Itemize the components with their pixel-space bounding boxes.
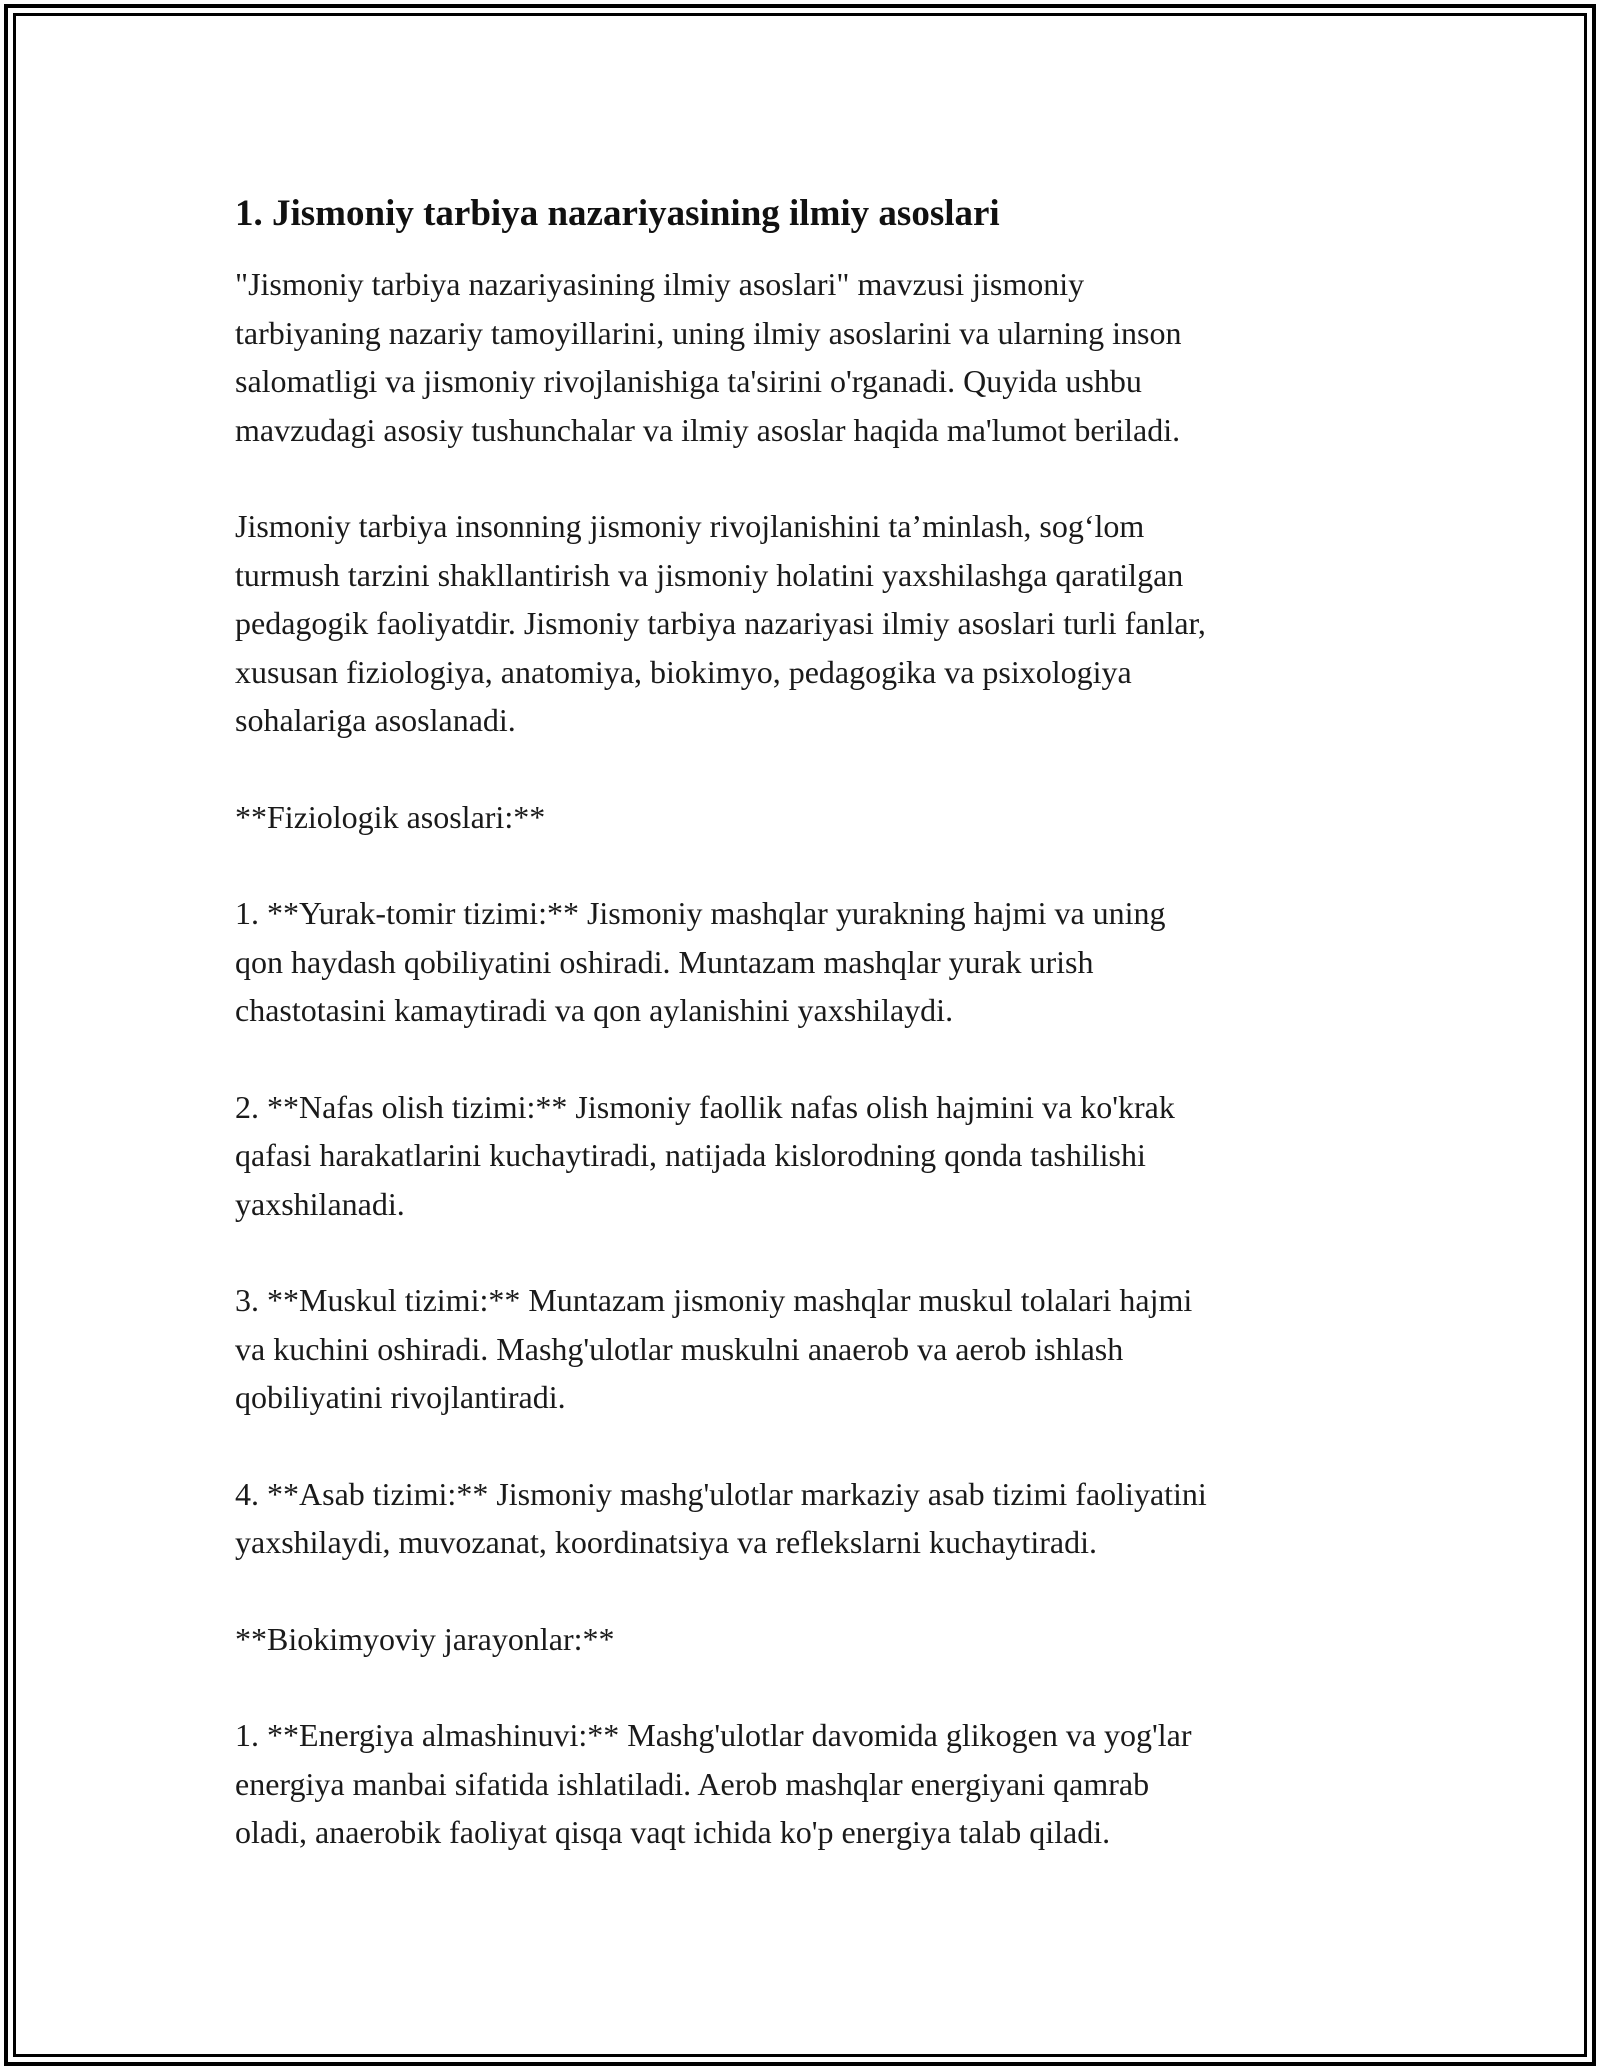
intro-paragraph: "Jismoniy tarbiya nazariyasining ilmiy asoslari" mavzusi jismoniy tarbiyaning nazariy tamoyillarini, uning ilmiy asoslarini va ularning inson salomatligi va jismoniy rivojlanishiga ta'sirini o'rganadi. Quyida ushbu mavzudagi asosiy tushunchalar va ilmiy asoslar haqida ma'lumot beriladi.	[235, 266, 1182, 448]
list-item-muscular: 3. **Muskul tizimi:** Muntazam jismoniy mashqlar muskul tolalari hajmi va kuchini oshiradi. Mashg'ulotlar muskulni anaerob va aerob ishlash qobiliyatini rivojlantiradi.	[235, 1282, 1193, 1415]
list-item-respiratory: 2. **Nafas olish tizimi:** Jismoniy faollik nafas olish hajmini va ko'krak qafasi harakatlarini kuchaytiradi, natijada kislorodning qonda tashilishi yaxshilanadi.	[235, 1088, 1175, 1222]
list-item-energy-exchange: 1. **Energiya almashinuvi:** Mashg'ulotlar davomida glikogen va yog'lar energiya manbai sifatida ishlatiladi. Aerob mashqlar energiyani qamrab oladi, anaerobik faoliyat qisqa vaqt ichida ko'p energiya talab qiladi.	[235, 1717, 1192, 1850]
section-heading-physiological: **Fiziologik asoslari:**	[235, 798, 546, 835]
list-item-nervous: 4. **Asab tizimi:** Jismoniy mashg'ulotlar markaziy asab tizimi faoliyatini yaxshilaydi, muvozanat, koordinatsiya va reflekslarni kuchaytiradi.	[235, 1475, 1207, 1560]
document-title: 1. Jismoniy tarbiya nazariyasining ilmiy asoslari	[235, 193, 1000, 234]
document-body	[235, 190, 1365, 1857]
definition-paragraph: Jismoniy tarbiya insonning jismoniy rivojlanishini ta’minlash, sog‘lom turmush tarzini shakllantirish va jismoniy holatini yaxshilashga qaratilgan pedagogik faoliyatdir. Jismoniy tarbiya nazariyasi ilmiy asoslari turli fanlar, xususan fiziologiya, anatomiya, biokimyo, pedagogika va psixologiya sohalariga asoslanadi.	[235, 508, 1206, 738]
section-heading-biochemical: **Biokimyoviy jarayonlar:**	[235, 1620, 615, 1657]
list-item-cardiovascular: 1. **Yurak-tomir tizimi:** Jismoniy mashqlar yurakning hajmi va uning qon haydash qobiliyatini oshiradi. Muntazam mashqlar yurak urish chastotasini kamaytiradi va qon aylanishini yaxshilaydi.	[235, 895, 1166, 1028]
